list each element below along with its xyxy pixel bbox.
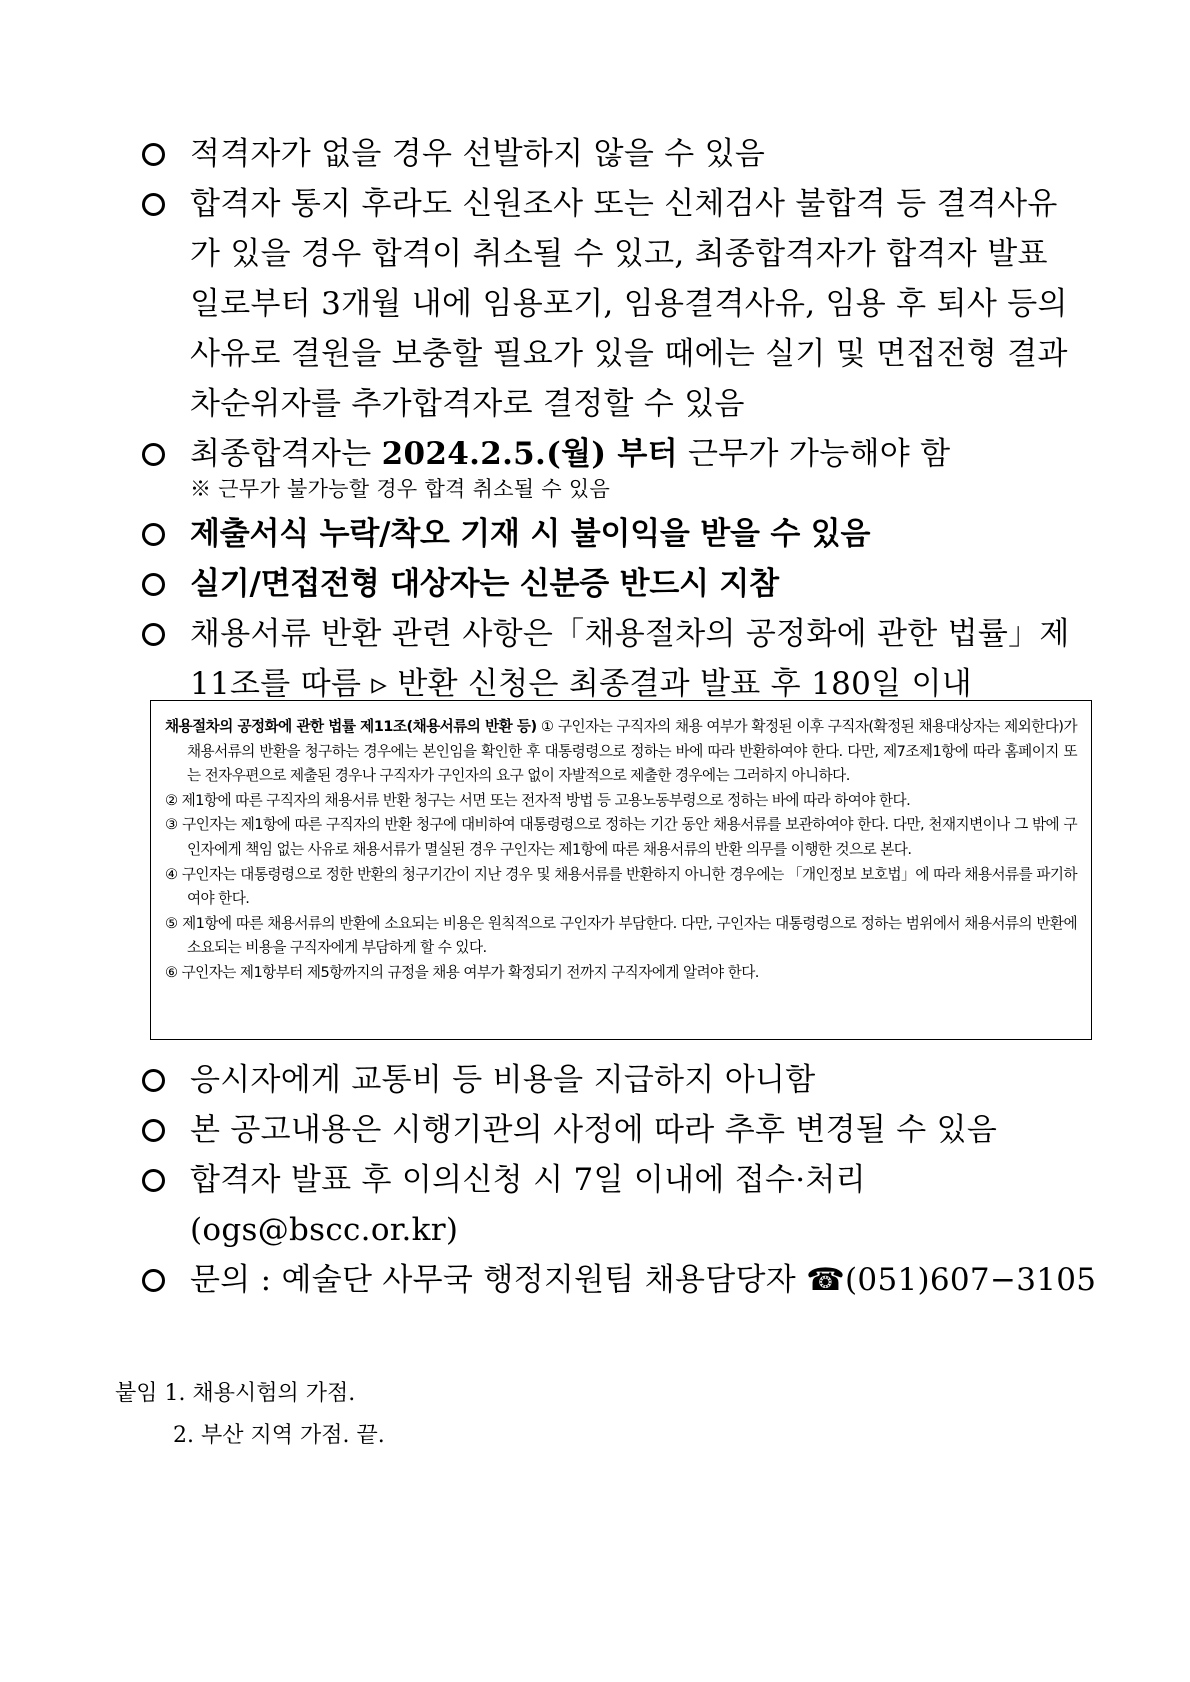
phone-icon: ☎ (806, 1262, 846, 1298)
notice-text: 합격자 발표 후 이의신청 시 7일 이내에 접수·처리(ogs@bscc.or.kr) (190, 1162, 866, 1248)
circle-bullet-icon (142, 443, 165, 466)
attachments (115, 1373, 385, 1457)
law-excerpt-box (150, 700, 1092, 1040)
notice-line: 가 있을 경우 합격이 취소될 수 있고, 최종합격자가 합격자 발표 (190, 236, 1048, 272)
notice-item-cancellation (140, 179, 1100, 429)
notice-item-subject-to-change (140, 1105, 1100, 1155)
notice-item-no-qualified (140, 129, 1100, 179)
notice-list-bottom (140, 1055, 1100, 1305)
notice-line: 채용서류 반환 관련 사항은「채용절차의 공정화에 관한 법률」제 (190, 616, 1070, 652)
notice-item-objection (140, 1155, 1100, 1255)
law-paragraph-6: ⑥ 구인자는 제1항부터 제5항까지의 규정을 채용 여부가 확정되기 전까지 구직자에게 알려야 한다. (165, 963, 759, 981)
notice-item-no-expenses (140, 1055, 1100, 1105)
notice-line: 사유로 결원을 보충할 필요가 있을 때에는 실기 및 면접전형 결과 (190, 336, 1068, 372)
law-paragraph-2: ② 제1항에 따른 구직자의 채용서류 반환 청구는 서면 또는 전자적 방법 등 고용노동부령으로 정하는 바에 따라 하여야 한다. (165, 791, 911, 809)
attachment-row-2: 2. 부산 지역 가점. 끝. (173, 1423, 385, 1448)
notice-item-id-card (140, 559, 1100, 609)
circle-bullet-icon (142, 623, 165, 646)
law-paragraph-1 (165, 715, 1077, 789)
notice-line: 11조를 따름 ▹ 반환 신청은 최종결과 발표 후 180일 이내 (190, 666, 973, 702)
circle-bullet-icon (142, 193, 165, 216)
notice-line (190, 429, 1100, 479)
notice-text: 응시자에게 교통비 등 비용을 지급하지 아니함 (190, 1062, 816, 1098)
notice-line: 차순위자를 추가합격자로 결정할 수 있음 (190, 386, 745, 422)
notice-text: 적격자가 없을 경우 선발하지 않을 수 있음 (190, 136, 766, 172)
start-date-note: ※ 근무가 불가능할 경우 합격 취소될 수 있음 (190, 477, 611, 501)
notice-item-contact (140, 1255, 1100, 1305)
law-title: 채용절차의 공정화에 관한 법률 제11조(채용서류의 반환 등) (165, 718, 537, 735)
start-date: 2024.2.5.(월) 부터 (381, 436, 678, 472)
law-paragraph-4: ④ 구인자는 대통령령으로 정한 반환의 청구기간이 지난 경우 및 채용서류를 반환하지 아니한 경우에는 「개인정보 보호법」에 따라 채용서류를 파기하여야 한다. (165, 865, 1077, 908)
notice-list-top (140, 129, 1100, 709)
circle-bullet-icon (142, 1169, 165, 1192)
contact-phone: (051)607−3105 (845, 1262, 1097, 1298)
law-paragraph-5: ⑤ 제1항에 따른 채용서류의 반환에 소요되는 비용은 원칙적으로 구인자가 부담한다. 다만, 구인자는 대통령령으로 정하는 범위에서 채용서류의 반환에 소요되는 비용을 구직자에게 부담하게 할 수 있다. (165, 914, 1077, 957)
circle-bullet-icon (142, 1269, 165, 1292)
notice-item-form-error (140, 509, 1100, 559)
notice-line: 합격자 통지 후라도 신원조사 또는 신체검사 불합격 등 결격사유 (190, 186, 1058, 222)
start-date-prefix: 최종합격자는 (190, 436, 382, 472)
law-text: ① 구인자는 구직자의 채용 여부가 확정된 이후 구직자(확정된 채용대상자는 제외한다)가 채용서류의 반환을 청구하는 경우에는 본인임을 확인한 후 대통령령으로 정하는 바에 따라 반환하여야 한다. 다만, 제7조제1항에 따라 홈페이지 또는 전자우편으로 제출된 경우나 구직자가 구인자의 요구 없이 자발적으로 제출한 경우에는 그러하지 아니하다. (187, 718, 1077, 785)
notice-item-start-date (140, 429, 1100, 505)
circle-bullet-icon (142, 1119, 165, 1142)
circle-bullet-icon (142, 143, 165, 166)
notice-text: 실기/면접전형 대상자는 신분증 반드시 지참 (190, 566, 779, 602)
attachment-row-1: 붙임 1. 채용시험의 가점. (115, 1381, 356, 1406)
notice-line: 일로부터 3개월 내에 임용포기, 임용결격사유, 임용 후 퇴사 등의 (190, 286, 1068, 322)
start-date-suffix: 근무가 가능해야 함 (677, 436, 951, 472)
notice-text: 제출서식 누락/착오 기재 시 불이익을 받을 수 있음 (190, 516, 871, 552)
law-paragraph-3: ③ 구인자는 제1항에 따른 구직자의 반환 청구에 대비하여 대통령령으로 정하는 기간 동안 채용서류를 보관하여야 한다. 다만, 천재지변이나 그 밖에 구인자에게 책임 없는 사유로 채용서류가 멸실된 경우 구인자는 제1항에 따른 채용서류의 반환 의무를 이행한 것으로 본다. (165, 816, 1077, 858)
circle-bullet-icon (142, 573, 165, 596)
notice-item-document-return (140, 609, 1100, 709)
circle-bullet-icon (142, 1069, 165, 1092)
circle-bullet-icon (142, 523, 165, 546)
notice-text: 본 공고내용은 시행기관의 사정에 따라 추후 변경될 수 있음 (190, 1112, 998, 1148)
contact-text: 문의 : 예술단 사무국 행정지원팀 채용담당자 (190, 1262, 807, 1298)
